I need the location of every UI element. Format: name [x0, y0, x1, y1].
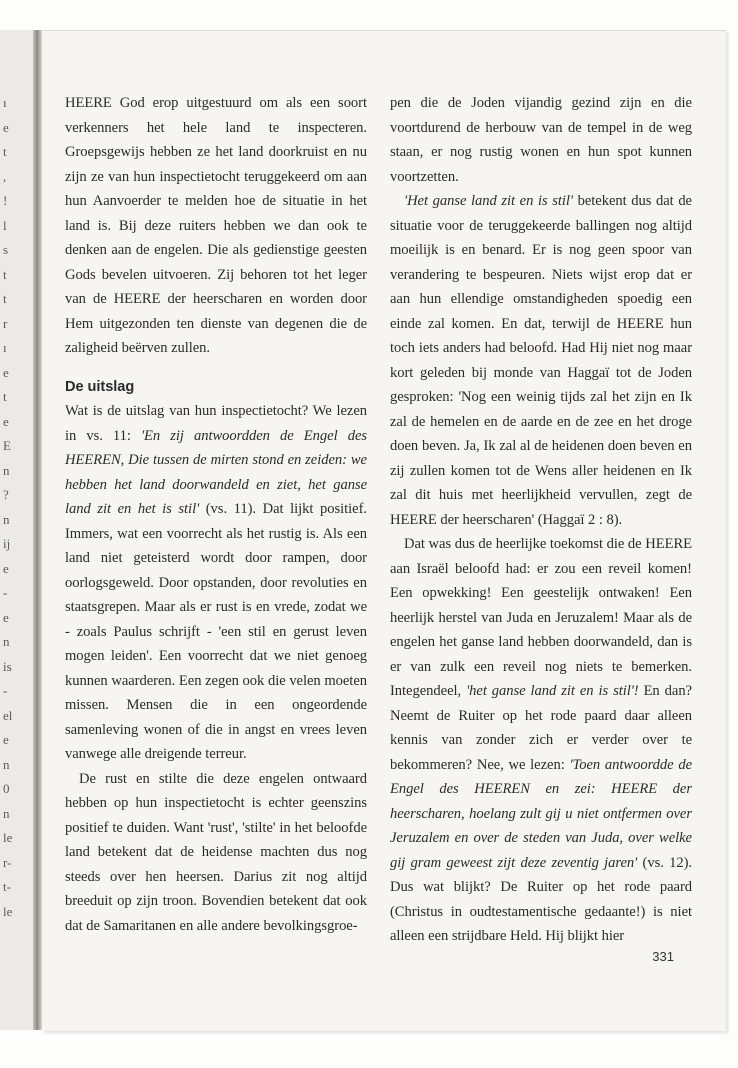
previous-page-fragment: ij: [3, 536, 11, 551]
previous-page-fragment: t-: [3, 879, 11, 894]
left-column: [65, 91, 367, 938]
previous-page-fragment: t: [3, 389, 7, 404]
paragraph-6-start: Dat was dus de heerlijke toekomst die de HEERE aan Israël beloofd had: er zou een reveil komen! Een opwekking! Een geestelijk ontwaken! Een heerlijk herstel van Juda en Jeruzalem! Maar als de engelen het ganse land hebben doorwandeld, dan is er van zulk een reveil nog niets te bemerken. Integendeel,: [390, 536, 692, 699]
previous-page-fragment: n: [3, 511, 10, 527]
previous-page-fragment: e: [3, 364, 9, 380]
paragraph-2-end: (vs. 11). Dat lijkt positief. Immers, wat een voorrecht als het rustig is. Als een land niet geteisterd wordt door rampen, door oorlogsgeweld. Door opstanden, door revoluties en staatsgrepen. Maar als er rust is en vrede, zodat we - zoals Paulus schrijft - 'een stil en gerust leven mogen leiden'. Een voorrecht dat we niet genoeg kunnen waarderen. Een zegen ook die velen moeten missen. Mensen die in een ongeordende samenleving wonen of die in angst en vrees leven vanwege alle dreigende terreur.: [65, 501, 367, 762]
paragraph-6-quote: 'het ganse land zit en is stil'!: [466, 683, 639, 699]
previous-page-fragment: E: [3, 438, 11, 453]
previous-page-fragment: e: [3, 609, 9, 625]
paragraph-6-mid: En dan? Neemt de Ruiter op het rode paard daar alleen kennis van zonder zich er verder over te bekommeren? Nee, we lezen:: [390, 683, 692, 773]
previous-page-fragment: 0: [3, 781, 10, 796]
previous-page-fragment: ,: [3, 168, 7, 184]
previous-page-fragment: ı: [3, 95, 7, 110]
paragraph-3: De rust en stilte die deze engelen ontwaard hebben op hun inspectietocht is echter geenszins positief te duiden. Want 'rust', 'stilte' in het beloofde land betekent dat de heidense machten dus nog steeds over hen heersen. Darius zit nog altijd breeduit op zijn troon. Bovendien betekent dat ook dat de Samaritanen en alle andere bevolkingsgroe-: [65, 770, 367, 934]
previous-page-fragment: le: [3, 903, 13, 919]
previous-page-fragment: t: [3, 291, 7, 306]
previous-page-fragment: t: [3, 266, 7, 282]
previous-page-fragment: n: [3, 805, 10, 821]
previous-page-fragment: el: [3, 707, 13, 723]
book-page: [42, 30, 726, 1031]
previous-page-fragment: t: [3, 144, 7, 159]
previous-page-fragment: n: [3, 634, 10, 649]
previous-page-fragment: e: [3, 119, 9, 135]
previous-page-fragment: ı: [3, 340, 7, 355]
previous-page-fragment: is: [3, 658, 12, 674]
section-heading: De uitslag: [65, 378, 135, 395]
paragraph-2: [65, 399, 367, 767]
previous-page-fragment: e: [3, 560, 9, 576]
previous-page-fragment: ?: [3, 487, 9, 502]
paragraph-6: [390, 532, 692, 949]
paragraph-1: HEERE God erop uitgestuurd om als een soort verkenners het hele land te inspecteren. Groepsgewijs hebben ze het land doorkruist en nu zijn ze van hun inspectietocht teruggekeerd om aan hun Aanvoerder te melden hoe de situatie in het land is. Bij deze ruiters hebben we dan ook te denken aan de engelen. Die als gedienstige geesten Gods bevelen uitvoeren. Zij behoren tot het leger van de HEERE der heerscharen en worden door Hem uitgezonden ten dienste van degenen die de zaligheid beërven zullen.: [65, 95, 367, 356]
previous-page-fragment: !: [3, 193, 8, 208]
previous-page-fragment: l: [3, 217, 7, 233]
previous-page-fragment: n: [3, 462, 10, 478]
previous-page-fragment: n: [3, 756, 10, 772]
paragraph-2-quote: 'En zij antwoordden de Engel des HEEREN, Die tussen de mirten stond en zeiden: we hebben het land doorwandeld en ziet, het ganse land zit en het is stil': [65, 427, 367, 517]
previous-page-fragment: r-: [3, 854, 12, 870]
paragraph-5-quote: 'Het ganse land zit en is stil': [404, 193, 573, 209]
paragraph-6-end: (vs. 12). Dus wat blijkt? De Ruiter op het rode paard (Christus in oudtestamentische gedaante!) is niet alleen een strijdbare Held. Hij blijkt hier: [390, 854, 692, 944]
paragraph-2-start: Wat is de uitslag van hun inspectietocht? We lezen in vs. 11:: [65, 403, 367, 444]
paragraph-6-quote-2: 'Toen antwoordde de Engel des HEEREN en zei: HEERE der heerscharen, hoelang zult gij u niet ontfermen over Jeruzalem en over de steden van Juda, over welke gij gram geweest zijt deze zeventig jaren': [390, 756, 692, 871]
page-number: 331: [652, 949, 674, 964]
previous-page-fragment: le: [3, 830, 13, 845]
previous-page-fragment: s: [3, 242, 9, 257]
paragraph-4: pen die de Joden vijandig gezind zijn en die voortdurend de herbouw van de tempel in de weg staan, er nog rustig wonen en hun spot kunnen voortzetten.: [390, 95, 692, 185]
paragraph-5: [390, 189, 692, 532]
previous-page-fragment: r: [3, 315, 8, 331]
previous-page-fragment: -: [3, 585, 8, 600]
book-spine: [33, 30, 42, 1030]
previous-page-fragment: e: [3, 732, 9, 747]
right-column: [390, 91, 692, 949]
paragraph-5-text: betekent dus dat de situatie voor de teruggekeerde ballingen nog altijd moeilijk is en benard. Er is nog geen spoor van verandering te bespeuren. Niets wijst erop dat er aan hun ellendige omstandigheden spoedig een einde zal komen. En dat, terwijl de HEERE hun toch iets anders had beloofd. Had Hij niet nog maar kort geleden bij monde van Haggaï tot de Joden gesproken: 'Nog een weinig tijds zal het zijn en Ik zal de hemelen en de aarde en de zee en het droge doen beven. Ja, Ik zal al de heidenen doen beven en zij zullen komen tot de Wens aller heidenen en Ik zal dit huis met heerlijkheid vervullen, zegt de HEERE der heerscharen' (Haggaï 2 : 8).: [390, 193, 692, 528]
previous-page-fragment: -: [3, 683, 8, 698]
previous-page-fragment: e: [3, 413, 9, 429]
